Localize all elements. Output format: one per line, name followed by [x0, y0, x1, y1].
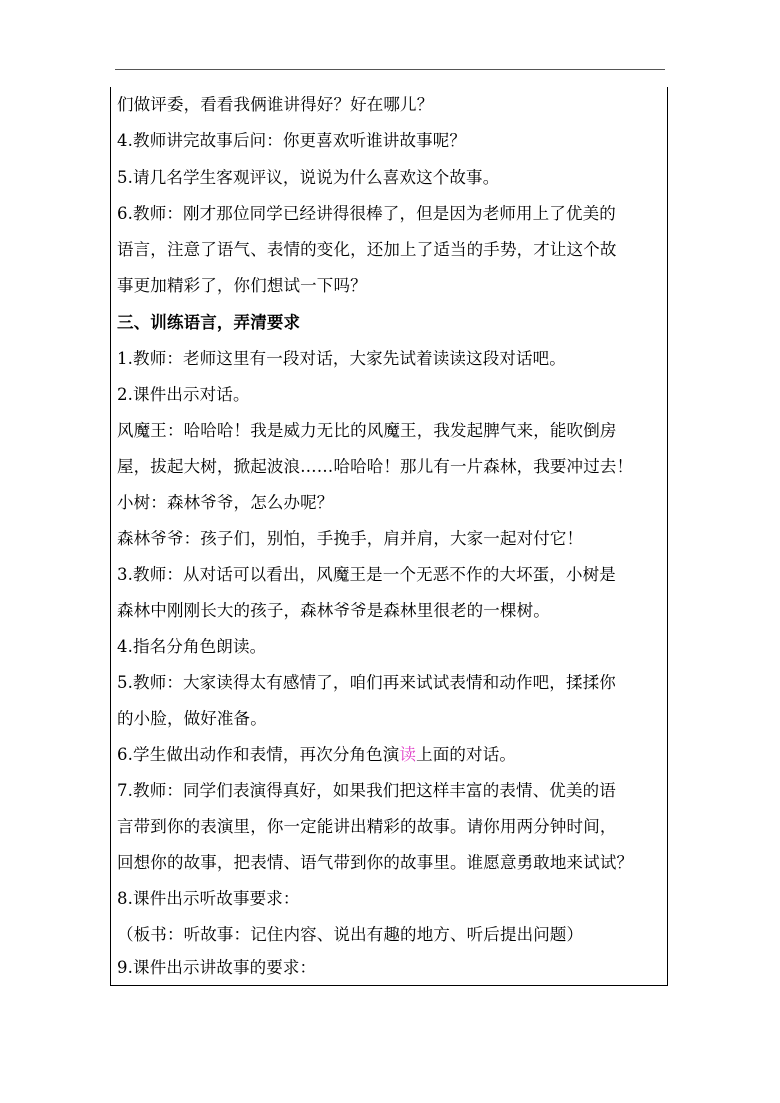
text-segment: 6.学生做出动作和表情，再次分角色演: [117, 745, 400, 764]
text-line: （板书：听故事：记住内容、说出有趣的地方、听后提出问题）: [117, 925, 584, 944]
text-line: 5.请几名学生客观评议，说说为什么喜欢这个故事。: [117, 168, 500, 187]
text-line: 8.课件出示听故事要求：: [117, 889, 300, 908]
text-line: 4.指名分角色朗读。: [117, 637, 267, 656]
text-line: 森林爷爷：孩子们，别怕，手挽手，肩并肩，大家一起对付它！: [117, 529, 584, 548]
text-line: 3.教师：从对话可以看出，风魔王是一个无恶不作的大坏蛋，小树是: [117, 565, 616, 584]
text-line: 9.课件出示讲故事的要求：: [117, 958, 317, 977]
text-line: 1.教师：老师这里有一段对话，大家先试着读读这段对话吧。: [117, 349, 566, 368]
text-line: 回想你的故事，把表情、语气带到你的故事里。谁愿意勇敢地来试试？: [117, 853, 634, 872]
highlighted-character: 读: [399, 745, 417, 764]
text-line: 的小脸，做好准备。: [117, 709, 267, 728]
section-heading: 三、训练语言，弄清要求: [117, 313, 301, 332]
text-line: 言带到你的表演里，你一定能讲出精彩的故事。请你用两分钟时间，: [117, 817, 617, 836]
text-line: 屋，拔起大树，掀起波浪……哈哈哈！那儿有一片森林，我要冲过去！: [117, 457, 634, 476]
text-line: 风魔王：哈哈哈！我是威力无比的风魔王，我发起脾气来，能吹倒房: [117, 421, 617, 440]
text-line: 7.教师：同学们表演得真好，如果我们把这样丰富的表情、优美的语: [117, 781, 616, 800]
text-line: 5.教师：大家读得太有感情了，咱们再来试试表情和动作吧，揉揉你: [117, 673, 616, 692]
text-segment: 上面的对话。: [416, 745, 517, 764]
header-rule: [115, 69, 665, 70]
text-line: 6.教师：刚才那位同学已经讲得很棒了，但是因为老师用上了优美的: [117, 204, 616, 223]
text-line: 们做评委，看看我俩谁讲得好？好在哪儿？: [117, 95, 434, 114]
text-line: 事更加精彩了，你们想试一下吗？: [117, 276, 367, 295]
text-line: 语言，注意了语气、表情的变化，还加上了适当的手势，才让这个故: [117, 240, 617, 259]
text-line: [117, 745, 516, 765]
text-line: 森林中刚刚长大的孩子，森林爷爷是森林里很老的一棵树。: [117, 601, 550, 620]
text-line: 小树：森林爷爷，怎么办呢？: [117, 493, 334, 512]
text-line: 2.课件出示对话。: [117, 385, 250, 404]
text-line: 4.教师讲完故事后问：你更喜欢听谁讲故事呢？: [117, 131, 467, 150]
